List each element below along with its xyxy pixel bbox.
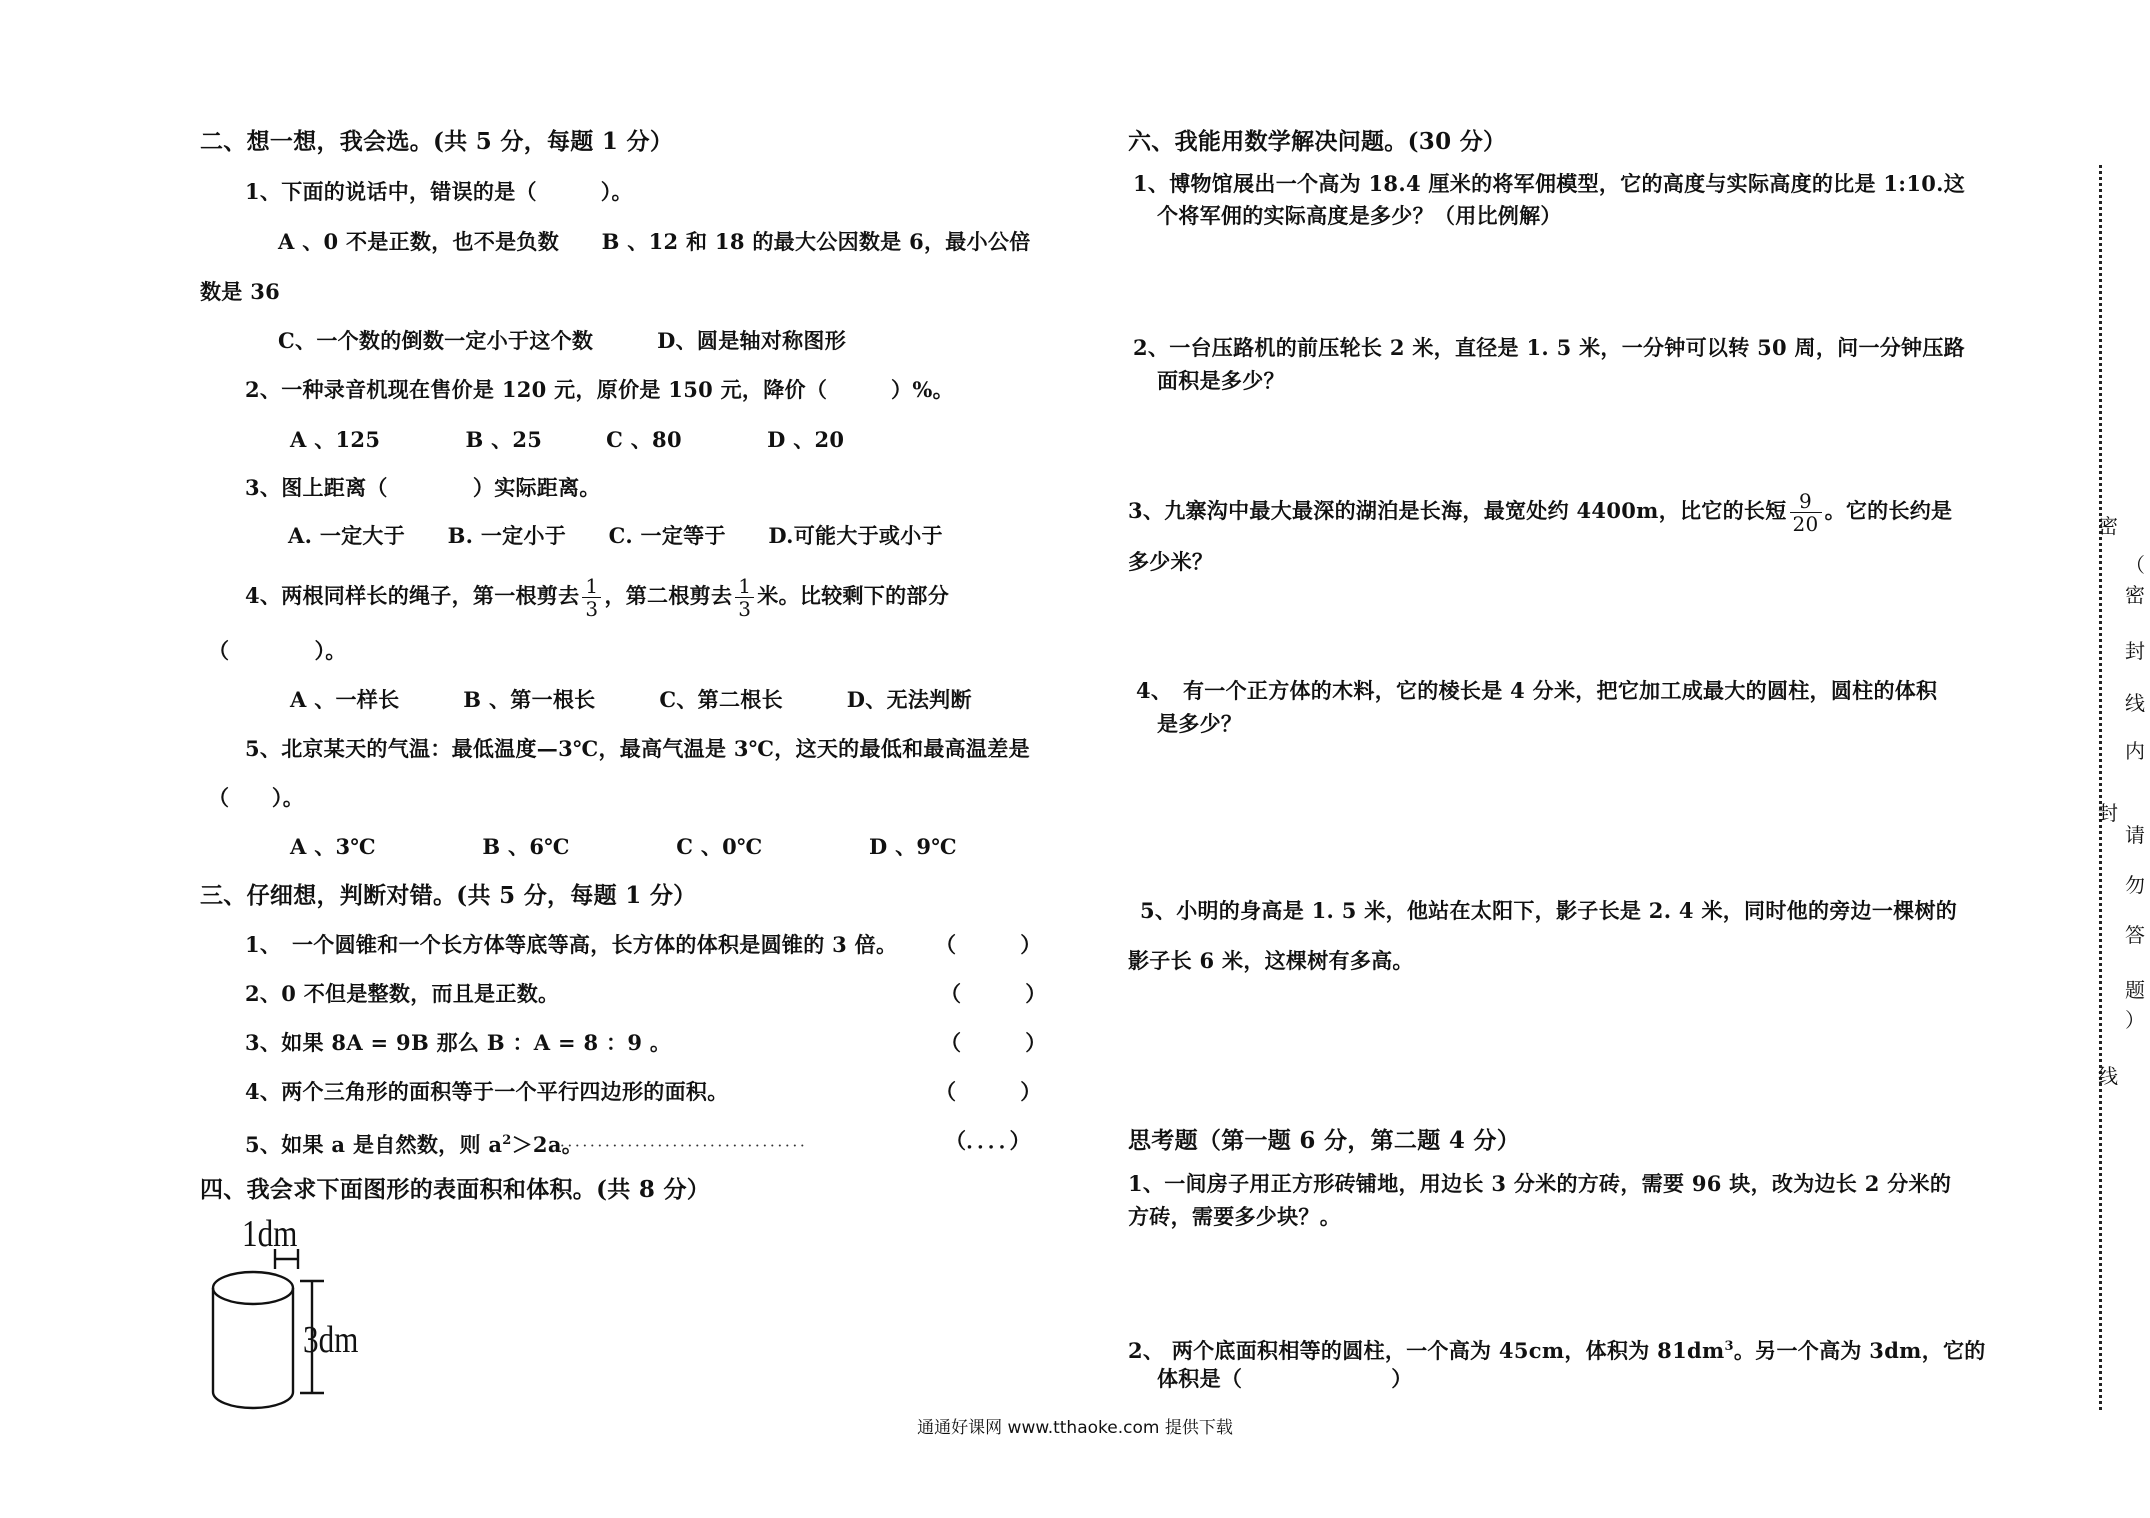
s3-item-5-dots: ．．．．．．．．．．．．．．．．．．．．．．．．．．．．．．．．． xyxy=(560,1132,816,1150)
frac-den: 3 xyxy=(738,597,752,621)
s3-item-5-paren: （．．．．） xyxy=(945,1128,1031,1153)
s6-q3-a: 3、九寨沟中最大最深的湖泊是长海，最宽处约 4400m，比它的长短 xyxy=(1128,498,1787,523)
s2-q1-options-1: A 、0 不是正数，也不是负数 B 、12 和 18 的最大公因数是 6，最小公倍 xyxy=(278,229,1031,254)
s3-item-3: 3、如果 8A = 9B 那么 B ：A = 8 ：9 。 xyxy=(245,1030,672,1055)
s2-q5-stem: 5、北京某天的气温：最低温度—3℃，最高气温是 3℃，这天的最低和最高温差是 xyxy=(245,736,1030,761)
seal-dotted-line xyxy=(2099,165,2102,1410)
seal-col2-char: 勿 xyxy=(2125,873,2145,897)
thinking-q2-a: 2、 两个底面积相等的圆柱，一个高为 45cm，体积为 81dm xyxy=(1128,1338,1725,1363)
s6-q1-line2: 个将军佣的实际高度是多少？（用比例解） xyxy=(1157,203,1562,228)
s6-q4-line1: 4、 有一个正方体的木料，它的棱长是 4 分米，把它加工成最大的圆柱，圆柱的体积 xyxy=(1136,678,1938,703)
s3-item-1-paren: （ ） xyxy=(935,932,1042,957)
s2-q5-options: A 、3℃ B 、6℃ C 、0℃ D 、9℃ xyxy=(290,834,957,859)
s2-q1-stem: 1、下面的说话中，错误的是（ ）。 xyxy=(245,179,633,204)
cylinder-top-ellipse xyxy=(213,1272,293,1304)
seal-col-char: 封 xyxy=(2125,639,2145,663)
seal-col2-char: 答 xyxy=(2125,923,2145,947)
s2-q4-options: A 、一样长 B 、第一根长 C、第二根长 D、无法判断 xyxy=(290,687,972,712)
s2-q1-options-2: C、一个数的倒数一定小于这个数 D、圆是轴对称图形 xyxy=(278,328,847,353)
fraction-nine-twentieths xyxy=(1790,490,1822,535)
cylinder-height-label: 3dm xyxy=(303,1319,359,1361)
seal-col-char: 线 xyxy=(2125,691,2145,715)
s6-q1-line1: 1、博物馆展出一个高为 18.4 厘米的将军佣模型，它的高度与实际高度的比是 1:10.这 xyxy=(1133,171,1966,196)
s3-item-5-sup: 2 xyxy=(502,1133,512,1148)
seal-col2-char: 题 xyxy=(2125,978,2145,1002)
s6-q3-line2: 多少米？ xyxy=(1128,549,1214,574)
s3-item-3-paren: （ ） xyxy=(940,1030,1047,1055)
cylinder-radius-label: 1dm xyxy=(242,1213,298,1255)
s6-q4-line2: 是多少？ xyxy=(1157,711,1243,736)
s6-q2-line1: 2、一台压路机的前压轮长 2 米，直径是 1. 5 米，一分钟可以转 50 周，问一分钟压路 xyxy=(1133,335,1965,360)
s2-q4-stem-a: 4、两根同样长的绳子，第一根剪去 xyxy=(245,583,580,608)
section4-title: 四、我会求下面图形的表面积和体积。(共 8 分） xyxy=(200,1176,711,1203)
fraction-one-third-a xyxy=(582,575,601,620)
s2-q3-stem: 3、图上距离（ ）实际距离。 xyxy=(245,475,601,500)
thinking-q2-b: 。另一个高为 3dm，它的 xyxy=(1733,1338,1986,1363)
s3-item-2: 2、0 不但是整数，而且是正数。 xyxy=(245,981,560,1006)
seal-col2-char: 请 xyxy=(2125,823,2145,847)
s3-item-5-b: ＞2a。 xyxy=(511,1132,584,1157)
s3-item-1: 1、 一个圆锥和一个长方体等底等高，长方体的体积是圆锥的 3 倍。 xyxy=(245,932,898,957)
frac-num: 1 xyxy=(735,575,754,598)
page-footer: 通通好课网 www.tthaoke.com 提供下载 xyxy=(917,1418,1233,1438)
s3-item-2-paren: （ ） xyxy=(940,981,1047,1006)
frac-num: 9 xyxy=(1790,490,1822,513)
s2-q5-paren: （ ）。 xyxy=(208,785,304,810)
thinking-title: 思考题（第一题 6 分，第二题 4 分） xyxy=(1128,1127,1521,1154)
s6-q3-line1 xyxy=(1128,483,1952,539)
seal-col-char: 密 xyxy=(2125,583,2145,607)
thinking-q1-line2: 方砖，需要多少块？。 xyxy=(1128,1204,1341,1229)
s3-item-4: 4、两个三角形的面积等于一个平行四边形的面积。 xyxy=(245,1079,729,1104)
cylinder-bottom-arc xyxy=(213,1392,293,1408)
cylinder-figure xyxy=(200,1245,370,1415)
seal-col-char: 内 xyxy=(2125,739,2145,763)
seal-mid-char: 封 xyxy=(2098,801,2118,825)
fraction-one-third-b xyxy=(735,575,754,620)
thinking-q2-line1 xyxy=(1128,1333,1986,1365)
s6-q2-line2: 面积是多少？ xyxy=(1157,368,1285,393)
frac-den: 20 xyxy=(1792,512,1819,536)
s2-q2-stem: 2、一种录音机现在售价是 120 元，原价是 150 元，降价（ ）%。 xyxy=(245,377,954,402)
s6-q5-line2: 影子长 6 米，这棵树有多高。 xyxy=(1128,948,1414,973)
s3-item-5-a: 5、如果 a 是自然数，则 a xyxy=(245,1132,503,1157)
s6-q3-b: 。它的长约是 xyxy=(1824,498,1953,523)
s2-q2-options: A 、125 B 、25 C 、80 D 、20 xyxy=(290,427,845,452)
s3-item-5 xyxy=(245,1127,583,1159)
frac-den: 3 xyxy=(585,597,599,621)
s2-q4-stem-c: 米。比较剩下的部分 xyxy=(757,583,949,608)
seal-top-char: 密 xyxy=(2098,514,2118,538)
s2-q4-paren: （ ）。 xyxy=(208,638,347,663)
seal-col-char: （ xyxy=(2125,553,2145,577)
s2-q4-stem-b: ，第二根剪去 xyxy=(604,583,733,608)
section2-title: 二、想一想，我会选。(共 5 分，每题 1 分） xyxy=(200,128,674,155)
s2-q4-stem xyxy=(245,568,949,624)
thinking-q1-line1: 1、一间房子用正方形砖铺地，用边长 3 分米的方砖，需要 96 块，改为边长 2 分米的 xyxy=(1128,1171,1952,1196)
seal-col2-char: ） xyxy=(2125,1008,2145,1032)
section6-title: 六、我能用数学解决问题。(30 分） xyxy=(1128,128,1507,155)
frac-num: 1 xyxy=(582,575,601,598)
s6-q5-line1: 5、小明的身高是 1. 5 米，他站在太阳下，影子长是 2. 4 米，同时他的旁边一棵树的 xyxy=(1140,898,1958,923)
s3-item-4-paren: （ ） xyxy=(935,1079,1042,1104)
s2-q3-options: A. 一定大于 B. 一定小于 C. 一定等于 D.可能大于或小于 xyxy=(288,523,943,548)
section3-title: 三、仔细想，判断对错。(共 5 分，每题 1 分） xyxy=(200,882,697,909)
s2-q1-options-1b: 数是 36 xyxy=(200,279,281,304)
thinking-q2-sup: 3 xyxy=(1724,1339,1734,1354)
thinking-q2-line2: 体积是（ ） xyxy=(1157,1366,1413,1391)
seal-bottom-char: 线 xyxy=(2098,1064,2118,1088)
